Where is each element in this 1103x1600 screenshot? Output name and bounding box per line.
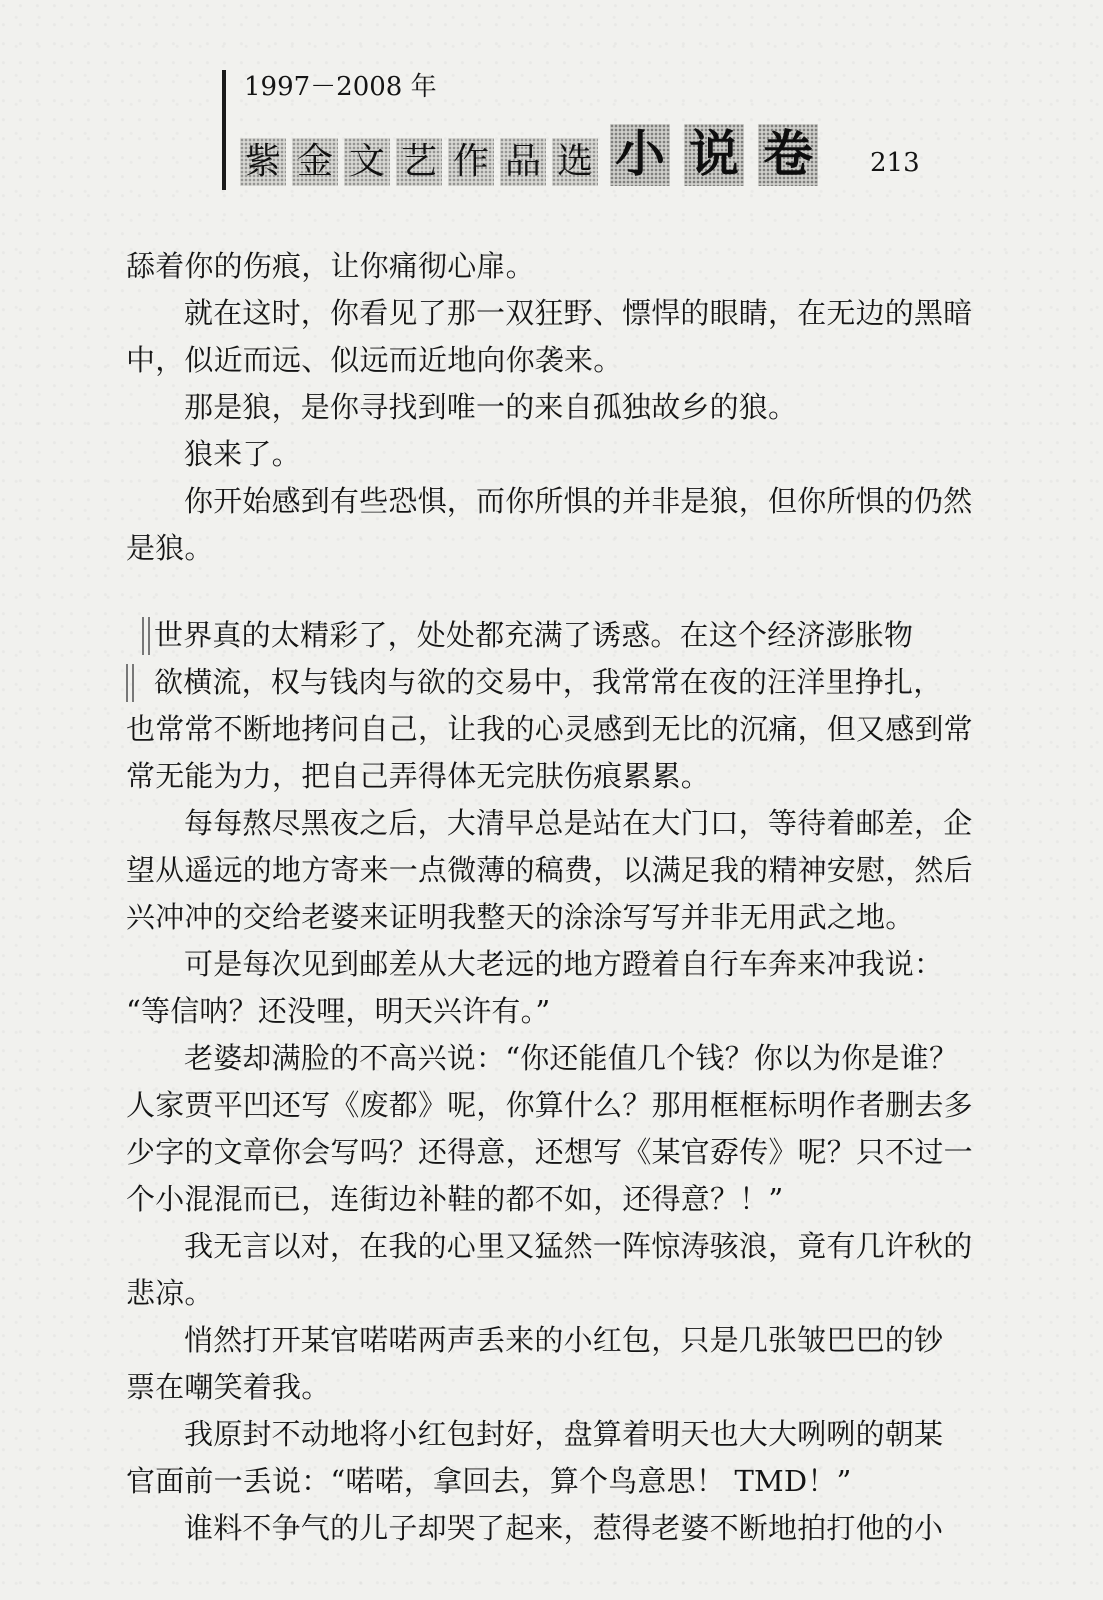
volume-char: 小	[610, 124, 670, 186]
series-char: 金	[292, 138, 338, 186]
section-first-line	[126, 617, 956, 664]
text-line: 那是狼，是你寻找到唯一的来自孤独故乡的狼。	[184, 390, 798, 424]
text-line: 我原封不动地将小红包封好，盘算着明天也大大咧咧的朝某	[184, 1417, 944, 1451]
series-char: 艺	[396, 138, 442, 186]
text-line: 世界真的太精彩了，处处都充满了诱惑。在这个经济澎胀物	[154, 618, 914, 652]
text-line: 每每熬尽黑夜之后，大清早总是站在大门口，等待着邮差，企	[184, 806, 973, 840]
text-line: 舔着你的伤痕，让你痛彻心扉。	[126, 249, 535, 283]
section-mark	[142, 617, 144, 655]
text-line: 中，似近而远、似远而近地向你袭来。	[126, 343, 623, 377]
text-line: 狼来了。	[184, 437, 301, 471]
volume-char: 卷	[758, 124, 818, 186]
text-line: 兴冲冲的交给老婆来证明我整天的涂涂写写并非无用武之地。	[126, 900, 915, 934]
text-line: 少字的文章你会写吗？还得意，还想写《某官孬传》呢？只不过一	[126, 1135, 973, 1169]
header-years: 1997－2008 年	[244, 72, 437, 102]
text-line: 欲横流，权与钱肉与欲的交易中，我常常在夜的汪洋里挣扎，	[154, 665, 943, 699]
series-char: 品	[500, 138, 546, 186]
text-line: 常无能为力，把自己弄得体无完肤伤痕累累。	[126, 759, 711, 793]
text-line: 官面前一丢说：“喏喏，拿回去，算个鸟意思！ TMD！”	[126, 1464, 852, 1498]
text-line: 是狼。	[126, 531, 214, 565]
text-line: 个小混混而已，连街边补鞋的都不如，还得意？！”	[126, 1182, 784, 1216]
text-line: “等信呐？还没哩，明天兴许有。”	[126, 994, 551, 1028]
text-line: 悲凉。	[126, 1276, 214, 1310]
text-line: 也常常不断地拷问自己，让我的心灵感到无比的沉痛，但又感到常	[126, 712, 973, 746]
text-line: 谁料不争气的儿子却哭了起来，惹得老婆不断地拍打他的小	[184, 1511, 944, 1545]
text-line: 你开始感到有些恐惧，而你所惧的并非是狼，但你所惧的仍然	[184, 484, 973, 518]
volume-char: 说	[684, 124, 744, 186]
series-char: 选	[552, 138, 598, 186]
section-mark	[132, 664, 134, 702]
text-line: 人家贾平凹还写《废都》呢，你算什么？那用框框标明作者删去多	[126, 1088, 973, 1122]
section-gap	[126, 577, 956, 617]
text-line: 可是每次见到邮差从大老远的地方蹬着自行车奔来冲我说：	[184, 947, 944, 981]
header-vertical-rule	[222, 70, 226, 190]
text-line: 望从遥远的地方寄来一点微薄的稿费，以满足我的精神安慰，然后	[126, 853, 973, 887]
text-line: 就在这时，你看见了那一双狂野、慓悍的眼睛，在无边的黑暗	[184, 296, 973, 330]
text-line: 票在嘲笑着我。	[126, 1370, 331, 1404]
series-char: 文	[344, 138, 390, 186]
body-text	[126, 248, 973, 1557]
section-second-line	[126, 664, 956, 711]
text-line: 老婆却满脸的不高兴说：“你还能值几个钱？你以为你是谁？	[184, 1041, 959, 1075]
text-line: 悄然打开某官喏喏两声丢来的小红包，只是几张皱巴巴的钞	[184, 1323, 944, 1357]
header-series-title	[240, 124, 826, 186]
series-char: 作	[448, 138, 494, 186]
page-number: 213	[870, 148, 920, 178]
series-char: 紫	[240, 138, 286, 186]
section-mark	[126, 664, 128, 702]
text-line: 我无言以对，在我的心里又猛然一阵惊涛骇浪，竟有几许秋的	[184, 1229, 973, 1263]
section-mark	[148, 617, 150, 655]
